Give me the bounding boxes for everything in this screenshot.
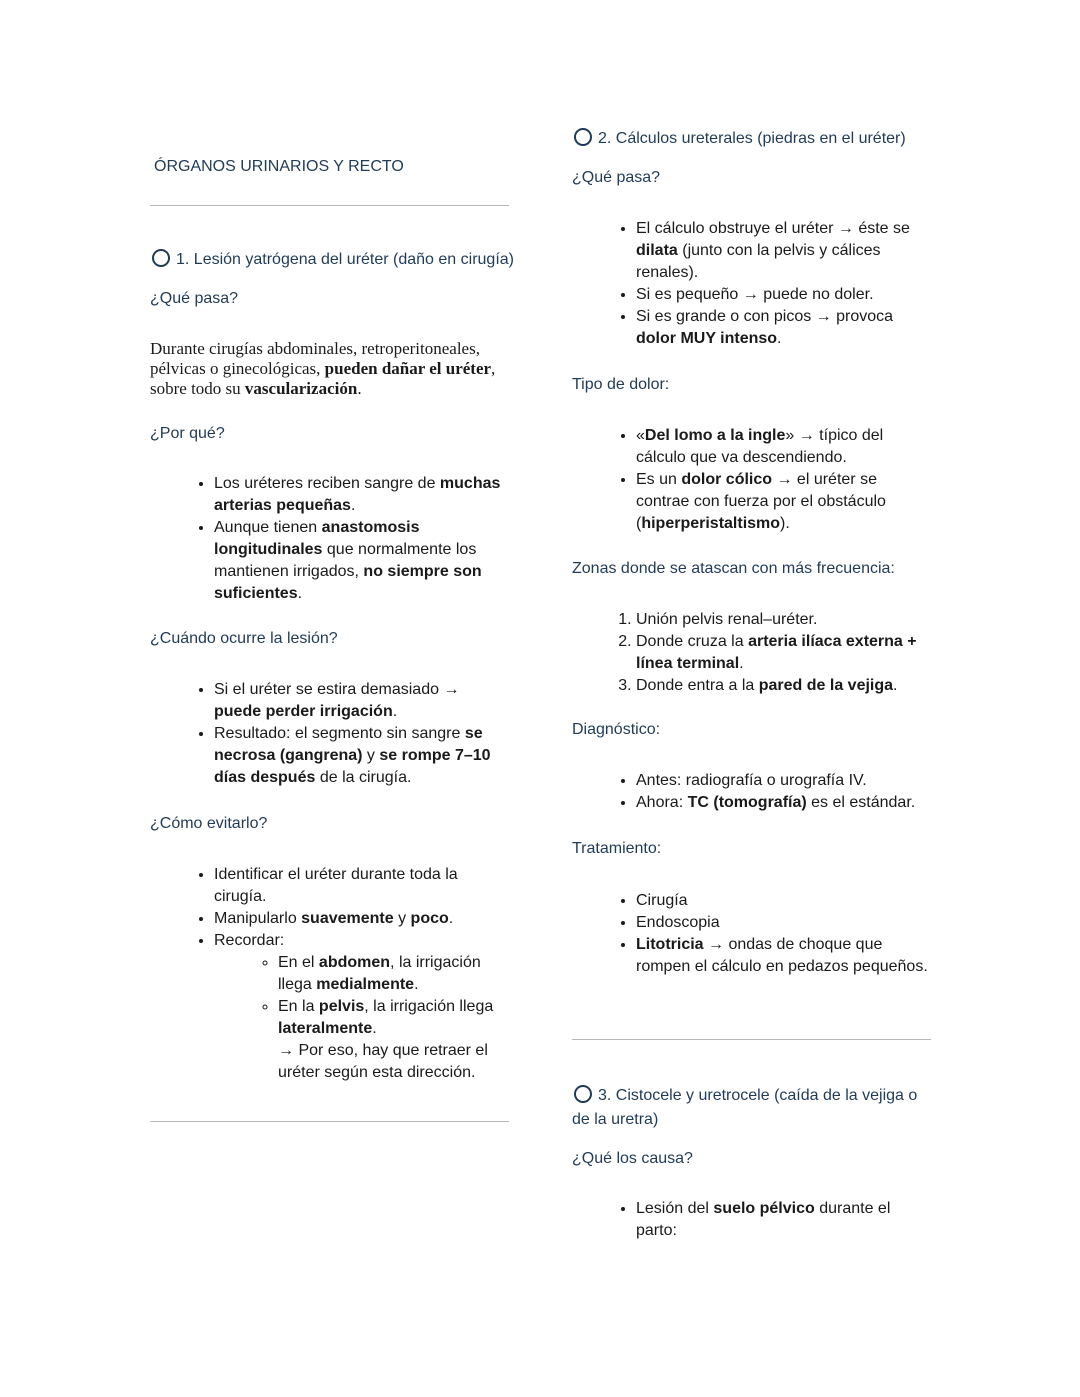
- section-heading-3: 3. Cistocele y uretrocele (caída de la vejiga o: [574, 1085, 917, 1105]
- subheading-cuando: ¿Cuándo ocurre la lesión?: [150, 630, 338, 647]
- list-item: ◦ En el abdomen, la irrigación llega medialmente.: [278, 952, 506, 996]
- subheading-como-evitarlo: ¿Cómo evitarlo?: [150, 815, 268, 832]
- when-list: [214, 679, 506, 789]
- treatment-list: [636, 890, 928, 978]
- list-item: • Si es grande o con picos → provoca dolor MUY intenso.: [636, 306, 928, 350]
- section-heading-3-continued: de la uretra): [572, 1111, 659, 1128]
- remember-note: → Por eso, hay que retraer el uréter según esta dirección.: [278, 1042, 488, 1081]
- document-title: ÓRGANOS URINARIOS Y RECTO: [154, 158, 404, 175]
- list-item: • Manipularlo suavemente y poco.: [214, 908, 506, 930]
- section-heading-2: 2. Cálculos ureterales (piedras en el uréter): [574, 128, 906, 148]
- list-item: • Aunque tienen anastomosis longitudinales que normalmente los mantienen irrigados, no siempre son suficientes.: [214, 517, 506, 605]
- list-item: • Litotricia → ondas de choque que rompen el cálculo en pedazos pequeños.: [636, 934, 928, 978]
- list-item: 1. Unión pelvis renal–uréter.: [636, 609, 928, 631]
- list-item: • Ahora: TC (tomografía) es el estándar.: [636, 792, 936, 814]
- remember-sublist: [278, 952, 506, 1084]
- list-item: • Es un dolor cólico → el uréter se contrae con fuerza por el obstáculo (hiperperistaltismo).: [636, 469, 928, 535]
- circle-icon: [574, 128, 592, 146]
- subheading-que-los-causa: ¿Qué los causa?: [572, 1150, 693, 1167]
- subheading-que-pasa: ¿Qué pasa?: [572, 169, 661, 186]
- list-item: • Endoscopia: [636, 912, 928, 934]
- list-item: • El cálculo obstruye el uréter → éste se dilata (junto con la pelvis y cálices renales).: [636, 218, 928, 284]
- section-heading-1: 1. Lesión yatrógena del uréter (daño en cirugía): [152, 249, 514, 269]
- list-item: • Si el uréter se estira demasiado → puede perder irrigación.: [214, 679, 506, 723]
- list-item: • Los uréteres reciben sangre de muchas arterias pequeñas.: [214, 473, 506, 517]
- list-item: • Cirugía: [636, 890, 928, 912]
- circle-icon: [152, 249, 170, 267]
- list-item: • Recordar: ◦ En el abdomen, la irrigación llega medialmente. ◦ En la pelvis, la irrigación llega lateralmente. → Por eso, hay que retraer el uréter según esta dirección.: [214, 930, 506, 1084]
- list-item: • Resultado: el segmento sin sangre se necrosa (gangrena) y se rompe 7–10 días después de la cirugía.: [214, 723, 506, 789]
- list-item: • Si es pequeño → puede no doler.: [636, 284, 928, 306]
- why-list: [214, 473, 506, 605]
- divider: [150, 205, 509, 206]
- diagnosis-list: [636, 770, 936, 814]
- paragraph-what-happens: Durante cirugías abdominales, retroperitoneales, pélvicas o ginecológicas, pueden dañar el uréter, sobre todo su vascularización.: [150, 339, 496, 398]
- list-item: 3. Donde entra a la pared de la vejiga.: [636, 675, 928, 697]
- divider: [572, 1039, 931, 1040]
- subheading-zonas: Zonas donde se atascan con más frecuencia:: [572, 560, 895, 577]
- causes-list: [636, 1198, 928, 1242]
- subheading-por-que: ¿Por qué?: [150, 425, 225, 442]
- pain-list: [636, 425, 928, 535]
- list-item: ◦ En la pelvis, la irrigación llega lateralmente. → Por eso, hay que retraer el uréter según esta dirección.: [278, 996, 506, 1084]
- subheading-diagnostico: Diagnóstico:: [572, 721, 661, 738]
- list-item: • «Del lomo a la ingle» → típico del cálculo que va descendiendo.: [636, 425, 928, 469]
- list-item: 2. Donde cruza la arteria ilíaca externa + línea terminal.: [636, 631, 928, 675]
- avoid-list: [214, 864, 506, 1084]
- divider: [150, 1121, 509, 1122]
- circle-icon: [574, 1085, 592, 1103]
- subheading-tratamiento: Tratamiento:: [572, 840, 662, 857]
- subheading-que-pasa: ¿Qué pasa?: [150, 290, 239, 307]
- zones-list: [636, 609, 928, 697]
- list-item: • Lesión del suelo pélvico durante el parto:: [636, 1198, 928, 1242]
- subheading-tipo-dolor: Tipo de dolor:: [572, 376, 670, 393]
- list-item: • Antes: radiografía o urografía IV.: [636, 770, 936, 792]
- what-list: [636, 218, 928, 350]
- list-item: • Identificar el uréter durante toda la cirugía.: [214, 864, 506, 908]
